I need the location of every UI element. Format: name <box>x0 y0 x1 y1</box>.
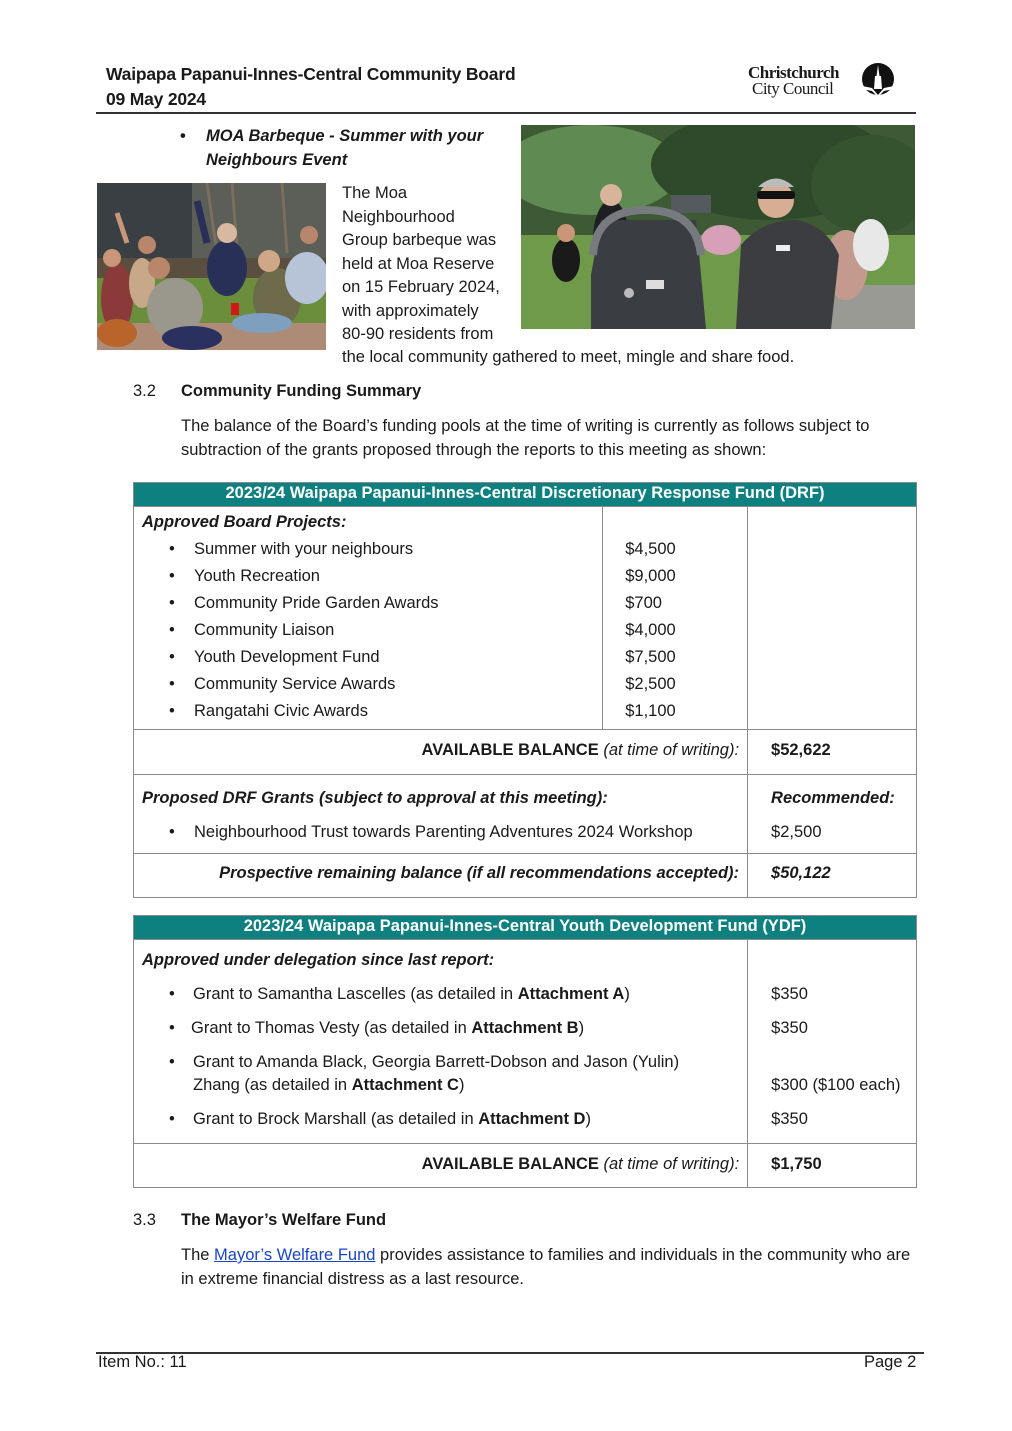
recommended-label: Recommended: <box>771 789 895 807</box>
header-divider <box>96 112 916 114</box>
text-line: Neighbourhood <box>342 207 455 226</box>
ydf-available-balance-label <box>134 1144 748 1188</box>
barbeque-photo <box>521 125 915 329</box>
ydf-grant-item <box>142 1108 739 1131</box>
attachment-ref: Attachment A <box>517 985 625 1003</box>
project-item: • Youth Development Fund <box>142 644 594 671</box>
ydf-amounts-cell <box>748 940 917 1144</box>
grant-amount: $350 <box>771 1019 808 1037</box>
section-title: The Mayor’s Welfare Fund <box>181 1211 387 1229</box>
council-logo <box>746 62 901 102</box>
ydf-grant-item <box>142 1051 739 1097</box>
cathedral-logo-icon <box>860 62 896 98</box>
section-number: 3.2 <box>133 382 156 400</box>
barbeque-photo-image <box>521 125 915 329</box>
drf-available-balance-label <box>134 730 748 775</box>
bullet-icon: • <box>180 127 186 145</box>
document-header <box>106 62 515 112</box>
ydf-available-balance-value: $1,750 <box>748 1144 917 1188</box>
project-amount: $4,000 <box>625 621 676 639</box>
footer-page-number: Page 2 <box>864 1353 917 1371</box>
project-item: • Community Pride Garden Awards <box>142 590 594 617</box>
paragraph-text: provides assistance to families and individuals in the community who are in extreme financial distress as a last resource. <box>181 1246 911 1288</box>
moa-event-description <box>342 182 517 347</box>
text-line: with approximately <box>342 301 479 320</box>
ydf-table <box>133 915 917 1188</box>
available-balance-label: AVAILABLE BALANCE <box>421 741 599 759</box>
drf-table-header: 2023/24 Waipapa Papanui-Innes-Central Discretionary Response Fund (DRF) <box>134 483 917 507</box>
available-balance-label: AVAILABLE BALANCE <box>421 1155 599 1173</box>
drf-proposed-grants-cell <box>134 775 748 854</box>
project-item: • Youth Recreation <box>142 563 594 590</box>
approved-projects-list <box>142 536 594 725</box>
board-name: Waipapa Papanui-Innes-Central Community Board <box>106 64 516 84</box>
mayors-welfare-fund-link[interactable]: Mayor’s Welfare Fund <box>214 1246 376 1264</box>
moa-event-title: MOA Barbeque - Summer with your Neighbours Event <box>206 127 484 169</box>
prospective-balance-value: $50,122 <box>748 854 917 898</box>
grant-text: Grant to Thomas Vesty (as detailed in <box>191 1019 472 1037</box>
text-line: Group barbeque was <box>342 231 497 249</box>
meeting-date: 09 May 2024 <box>106 89 206 109</box>
text-line: on 15 February 2024, <box>342 278 500 296</box>
project-amount: $700 <box>625 594 662 612</box>
ydf-grants-list <box>142 983 739 1131</box>
paragraph-text: The <box>181 1246 215 1264</box>
proposed-grant-item: • Neighbourhood Trust towards Parenting Adventures 2024 Workshop <box>142 820 739 844</box>
grant-text-end: ) <box>585 1110 591 1128</box>
text-line: 80-90 residents from <box>342 325 494 343</box>
project-amount: $4,500 <box>625 540 676 558</box>
grant-amount: $350 <box>771 1110 808 1128</box>
picnic-photo <box>97 183 326 350</box>
moa-event-description-end: the local community gathered to meet, mingle and share food. <box>342 348 795 366</box>
grant-text: Grant to Amanda Black, Georgia Barrett-Dobson and Jason (Yulin) Zhang (as detailed in <box>193 1053 680 1094</box>
section-intro-paragraph: The balance of the Board’s funding pools at the time of writing is currently as follows subject to subtraction of the grants proposed through the reports to this meeting as shown: <box>181 417 870 459</box>
proposed-grants-label: Proposed DRF Grants (subject to approval at this meeting): <box>142 789 608 807</box>
drf-empty-cell <box>748 507 917 730</box>
proposed-grants-list <box>142 820 739 844</box>
grant-text-end: ) <box>624 985 630 1003</box>
project-amount: $7,500 <box>625 648 676 666</box>
attachment-ref: Attachment C <box>351 1076 459 1094</box>
drf-approved-amounts-cell <box>603 507 748 730</box>
ydf-grant-item <box>142 983 739 1006</box>
grant-text: Grant to Samantha Lascelles (as detailed in <box>193 985 518 1003</box>
ydf-approved-label: Approved under delegation since last report: <box>142 951 495 969</box>
approved-projects-label: Approved Board Projects: <box>142 513 347 531</box>
recommended-amount: $2,500 <box>771 823 822 841</box>
ydf-grant-item <box>142 1017 739 1040</box>
ydf-table-header: 2023/24 Waipapa Papanui-Innes-Central Youth Development Fund (YDF) <box>134 916 917 940</box>
available-balance-note: (at time of writing): <box>603 1155 740 1173</box>
drf-approved-projects-cell <box>134 507 603 730</box>
logo-text-line1: Christchurch <box>748 63 839 82</box>
footer-divider <box>96 1352 924 1354</box>
project-amount: $1,100 <box>625 702 676 720</box>
project-item: • Community Liaison <box>142 617 594 644</box>
grant-amount: $300 ($100 each) <box>771 1076 901 1094</box>
picnic-photo-image <box>97 183 326 350</box>
grant-text: Grant to Brock Marshall (as detailed in <box>193 1110 479 1128</box>
project-item: • Rangatahi Civic Awards <box>142 698 594 725</box>
drf-table <box>133 482 917 898</box>
text-line: held at Moa Reserve <box>342 254 495 273</box>
project-amount: $9,000 <box>625 567 676 585</box>
prospective-balance-label: Prospective remaining balance (if all recommendations accepted): <box>134 854 748 898</box>
grant-text-end: ) <box>578 1019 585 1037</box>
grant-amount: $350 <box>771 985 808 1003</box>
grant-text-end: ) <box>458 1076 465 1094</box>
attachment-ref: Attachment B <box>471 1019 579 1037</box>
footer-item-number: Item No.: 11 <box>98 1353 187 1371</box>
project-amount: $2,500 <box>625 675 676 693</box>
logo-text-line2: City Council <box>752 79 834 98</box>
available-balance-note: (at time of writing): <box>603 741 740 759</box>
project-item: • Summer with your neighbours <box>142 536 594 563</box>
section-number: 3.3 <box>133 1211 156 1229</box>
drf-recommended-cell <box>748 775 917 854</box>
drf-available-balance-value: $52,622 <box>748 730 917 775</box>
text-line: The Moa <box>342 184 408 202</box>
ydf-approved-cell <box>134 940 748 1144</box>
mayors-welfare-fund-paragraph <box>181 1243 911 1291</box>
attachment-ref: Attachment D <box>478 1110 586 1128</box>
section-title: Community Funding Summary <box>181 382 422 400</box>
project-item: • Community Service Awards <box>142 671 594 698</box>
